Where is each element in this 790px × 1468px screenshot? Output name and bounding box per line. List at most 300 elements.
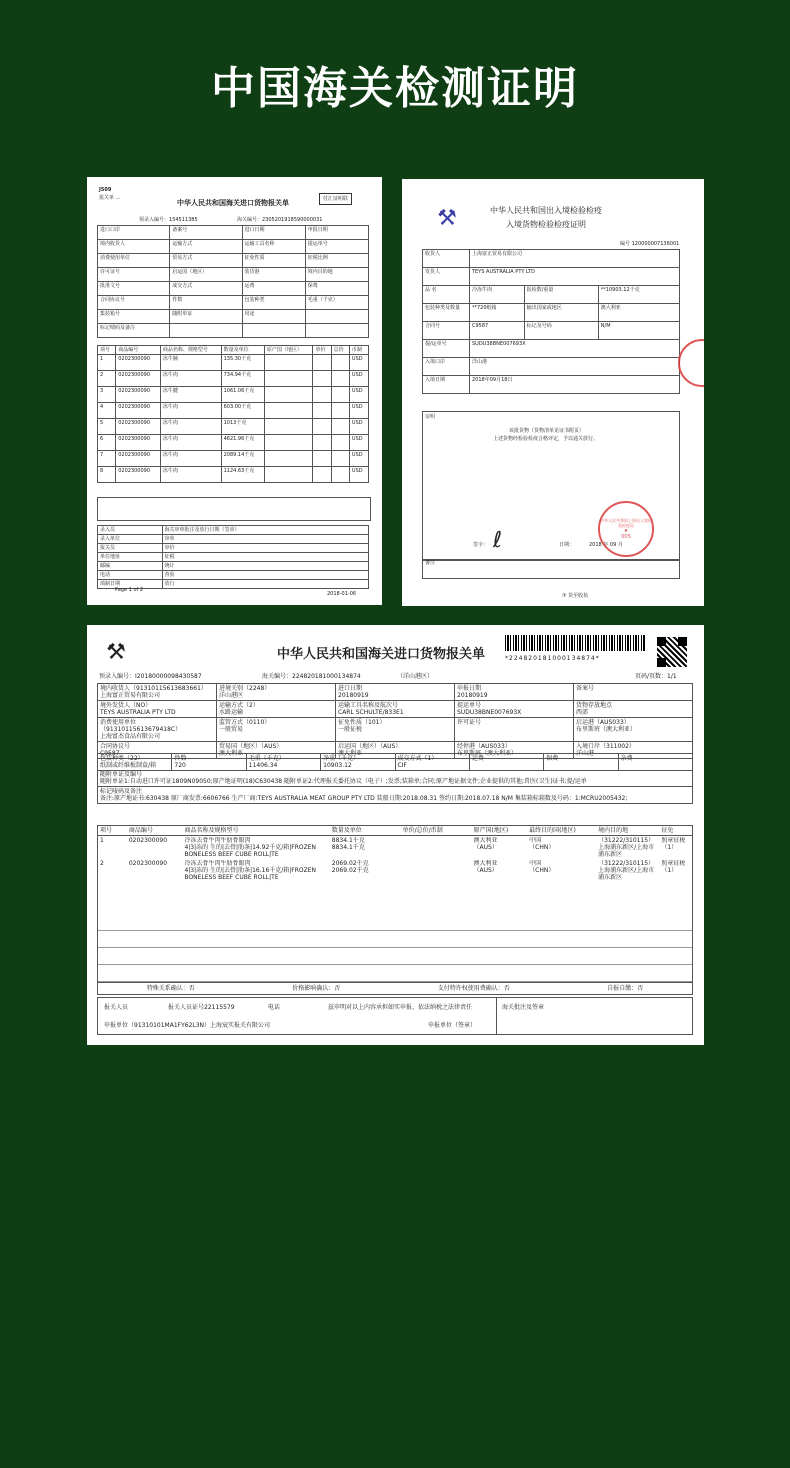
- item-cell: 0202300090: [116, 371, 161, 387]
- page-count: 页码/页数：1/1: [635, 673, 677, 680]
- decl-row: [98, 718, 693, 742]
- item-line: 中国: [529, 837, 542, 844]
- header-row: [98, 282, 369, 296]
- pack-field: [618, 754, 692, 771]
- confirm-row: [97, 983, 693, 995]
- item-cell: [127, 837, 183, 858]
- field-label: 启运国（地区）（AUS）: [338, 743, 402, 750]
- doc-badge: 付汇证明联: [319, 193, 352, 205]
- field-cell: 备案号: [170, 226, 242, 240]
- field-label: 经停港（AUS033）: [457, 743, 511, 750]
- field-cell: [170, 324, 242, 338]
- field-value: TEYS AUSTRALIA PTY LTD: [100, 709, 176, 716]
- page-note: Page 1 of 2: [115, 587, 144, 593]
- item-line: 照章征税: [661, 837, 686, 844]
- item-cell: [596, 860, 659, 881]
- field-cell: [305, 310, 368, 324]
- field-cell: 进口日期: [242, 226, 305, 240]
- cert-row: [423, 340, 680, 358]
- field-cell: 进口口岸: [98, 226, 170, 240]
- footer-left-cell: 录入员: [98, 526, 163, 535]
- attachments: 随附单证及编号 随附单证1:自动进口许可证1809N09050;原产地证明(18)C630438 随附单证2:代理报关委托协议（电子）;发票;装箱单;合同;原产地证据文件;企业提供的其他;兽医(卫生)证书;提/运单 标记唛码及备注 备注:原产地证书:630438 原厂商发票:6606766 生产厂商:TEYS AUSTRALIA MEAT GROUP PTY LTD 装船日期:2018.08.31 签约日期:2018.07.18 N/M 集装箱标箱数及号码：1:MCRU2005432;: [97, 770, 693, 804]
- cert-row: [423, 322, 680, 340]
- pack-field: [321, 754, 395, 771]
- item-cell: [331, 467, 349, 483]
- item-cell: [331, 355, 349, 371]
- item-header-cell: 单价/总价/币制: [402, 827, 443, 834]
- field-label: 保费: [546, 755, 559, 762]
- item-cell: [264, 355, 313, 371]
- item-cell: 4: [98, 403, 116, 419]
- item-cell: USD: [349, 419, 368, 435]
- field-value: 澳大利亚: [338, 750, 363, 757]
- item-header-row: [98, 346, 369, 355]
- footer-left-cell: 报关员: [98, 544, 163, 553]
- page-title: 中国海关检测证明: [211, 63, 579, 114]
- cert-fields: [422, 249, 680, 394]
- customs-declaration-scan: [87, 177, 382, 605]
- decl-field: [574, 684, 693, 701]
- item-cell: 1013千克: [221, 419, 264, 435]
- port-name: （洋山港区）: [397, 673, 434, 680]
- cert-text-2: 上述货物经检验检疫合格评定，予以通关放行。: [493, 436, 599, 442]
- field-cell: 用途: [242, 310, 305, 324]
- item-header-cell: 商品编号: [128, 827, 153, 834]
- field-label: 进境关别（2248）: [219, 685, 271, 692]
- decl-title: 中华人民共和国海关进口货物报关单: [277, 647, 486, 662]
- cert-row: [423, 286, 680, 304]
- date-value: 2018 年 09 月: [589, 542, 623, 548]
- cert-label: 输出国家或地区: [524, 304, 598, 322]
- item-cell: [98, 837, 127, 858]
- field-cell: 启运国（地区）: [170, 268, 242, 282]
- decl-field: [574, 701, 693, 718]
- item-cell: USD: [349, 403, 368, 419]
- item-cell: [313, 467, 331, 483]
- field-cell: 成交方式: [170, 282, 242, 296]
- official-seal-stamp: 中华人民共和国上海出入境检验检疫局 ★ 005: [598, 501, 654, 557]
- item-header: [98, 826, 692, 836]
- cert-value: 上海富正贸易有限公司: [470, 250, 680, 268]
- item-cell: [331, 419, 349, 435]
- item-cell: 135.30千克: [221, 355, 264, 371]
- item-cell: [264, 371, 313, 387]
- item-cell: [313, 403, 331, 419]
- field-cell: 运费: [242, 282, 305, 296]
- field-cell: 境内目的地: [305, 268, 368, 282]
- item-line: （CHN）: [529, 867, 555, 874]
- item-header-cell: 项号: [98, 346, 116, 355]
- item-cell: [264, 467, 313, 483]
- item-cell: [313, 387, 331, 403]
- confirm-item: 支付特许权使用费确认：否: [437, 985, 510, 992]
- item-cell: [313, 355, 331, 371]
- item-line: 2069.02千克: [331, 860, 369, 867]
- doc-date: 2018-01-06: [327, 591, 357, 597]
- decl-field: [98, 718, 217, 742]
- field-value: C9587: [100, 750, 120, 757]
- field-cell: 申报日期: [305, 226, 368, 240]
- cert-value: 澳大利亚: [598, 304, 679, 322]
- item-header-cell: 商品编号: [116, 346, 161, 355]
- footer-left-cell: 邮编: [98, 562, 163, 571]
- table-row: [98, 371, 369, 387]
- field-value: 20180919: [457, 692, 488, 699]
- table-row: [98, 435, 369, 451]
- field-cell: 征税比例: [305, 254, 368, 268]
- item-cell: USD: [349, 387, 368, 403]
- field-value: 洋山港区: [219, 692, 244, 699]
- decl-field: [217, 718, 336, 742]
- item-cell: 4621.96千克: [221, 435, 264, 451]
- footer-left-cell: 录入单位: [98, 535, 163, 544]
- cert-value: **720纸箱: [470, 304, 525, 322]
- cert-title-2: 入境货物检验检疫证明: [506, 220, 586, 229]
- item-cell: [127, 860, 183, 881]
- item-header-cell: 总价: [331, 346, 349, 355]
- item-line: 0202300090: [128, 860, 168, 867]
- item-cell: 冻牛肉: [160, 403, 221, 419]
- item-cell: 0202300090: [116, 419, 161, 435]
- pack-field: [98, 754, 172, 771]
- field-cell: 运输方式: [170, 240, 242, 254]
- cert-value: N/M: [598, 322, 679, 340]
- footer-right-cell: 审单: [162, 535, 368, 544]
- field-value: 一般征税: [338, 726, 363, 733]
- item-cell: 0202300090: [116, 451, 161, 467]
- field-label: 运输方式（2）: [219, 702, 259, 709]
- pack-field: [469, 754, 543, 771]
- item-header-cell: 原产国（地区）: [264, 346, 313, 355]
- cert-footer: ⑦ 货至收执: [562, 593, 589, 599]
- table-row: [98, 451, 369, 467]
- cert-title-1: 中华人民共和国出入境检验检疫: [490, 206, 602, 215]
- item-header-cell: 单价: [313, 346, 331, 355]
- cert-label: 发货人: [423, 268, 470, 286]
- decl-field: [574, 718, 693, 742]
- item-cell: [331, 387, 349, 403]
- footer-row: [98, 553, 369, 562]
- field-label: 许可证号: [457, 719, 482, 726]
- item-cell: [182, 860, 329, 881]
- item-line: 4|3|冻的 生的|去骨|肋条|14.92千克/箱|FROZEN: [184, 844, 317, 851]
- header-row: [98, 324, 369, 338]
- field-label: 包装种类（22）: [100, 755, 144, 762]
- cert-label: 报检数/重量: [524, 286, 598, 304]
- field-value: 澳大利亚: [219, 750, 244, 757]
- item-line: （CHN）: [529, 844, 555, 851]
- field-cell: 合同协议号: [98, 296, 170, 310]
- decl-field: [336, 684, 455, 701]
- field-cell: 包装种类: [242, 296, 305, 310]
- item-cell: 1124.63千克: [221, 467, 264, 483]
- field-value: 布里斯班（澳大利亚）: [457, 750, 518, 757]
- field-cell: 提运单号: [305, 240, 368, 254]
- field-label: 境内收货人（91310115613683661）: [100, 685, 207, 692]
- item-cell: [659, 860, 692, 881]
- field-value: 上海富正贸易有限公司: [100, 692, 161, 699]
- field-label: 运输工具名称及航次号: [338, 702, 399, 709]
- decl-field: [98, 684, 217, 701]
- item-line: 冷冻去骨牛肉牛肋骨眼肉: [184, 837, 251, 844]
- pack-field: [395, 754, 469, 771]
- item-cell: 冻牛腩: [160, 355, 221, 371]
- field-label: 毛重（千克）: [248, 755, 285, 762]
- cert-value: 2018年09月18日: [470, 376, 680, 394]
- item-cell: 0202300090: [116, 467, 161, 483]
- field-cell: 保费: [305, 282, 368, 296]
- electronic-declaration: [87, 625, 704, 1045]
- item-cell: [330, 860, 401, 881]
- item-line: 澳大利亚: [473, 837, 498, 844]
- item-line: 2: [100, 860, 104, 867]
- footer-right-cell: 统计: [162, 562, 368, 571]
- cert-label: 入境口岸: [423, 358, 470, 376]
- item-cell: 0202300090: [116, 387, 161, 403]
- cert-label: 证明: [425, 414, 436, 420]
- item-line: BONELESS BEEF CUBE ROLL|TE: [184, 874, 279, 881]
- decl-footer: 报关人员 报关人员证号22115579 电话 兹申明对以上内容承担如实申报、依法纳税之法律责任 海关批注及签章 申报单位（91310101MA1FY62L3N）上海宸实报关有限公司 申报单位（签章）: [97, 997, 693, 1035]
- field-label: 净重（千克）: [323, 755, 360, 762]
- date-label: 日期：: [559, 542, 575, 548]
- item-cell: USD: [349, 435, 368, 451]
- item-line: 8834.1千克: [331, 844, 365, 851]
- item-line: （1）: [661, 867, 678, 874]
- item-line: 2069.02千克: [331, 867, 369, 874]
- item-cell: USD: [349, 355, 368, 371]
- field-value: 上海富杰食品有限公司: [100, 733, 161, 740]
- item-cell: [472, 860, 528, 881]
- cert-text-1: 该批货物（货物清单见证书附页）: [509, 428, 585, 434]
- item-cell: 6: [98, 435, 116, 451]
- cert-label: 提/运单号: [423, 340, 470, 358]
- field-cell: [242, 324, 305, 338]
- field-label: 成交方式（1）: [397, 755, 438, 762]
- footer-row: [98, 526, 369, 535]
- ciq-logo-icon: ⚒: [437, 205, 457, 231]
- item-cell: 冻牛肉: [160, 467, 221, 483]
- item-cell: [264, 387, 313, 403]
- cert-label: 标记及号码: [524, 322, 598, 340]
- field-cell: 集装箱号: [98, 310, 170, 324]
- item-cell: [527, 837, 596, 858]
- item-cell: [98, 860, 127, 881]
- item-line: BONELESS BEEF CUBE ROLL|TE: [184, 851, 279, 858]
- table-row: [98, 387, 369, 403]
- item-cell: [401, 860, 472, 881]
- table-row: [98, 355, 369, 371]
- item-line: 0202300090: [128, 837, 168, 844]
- decl-row: [98, 701, 693, 718]
- field-label: 货物存放地点: [576, 702, 613, 709]
- item-header-cell: 商品名称、规格型号: [160, 346, 221, 355]
- item-header-cell: 数量及单位: [221, 346, 264, 355]
- footer-left-cell: 填制日期: [98, 580, 163, 589]
- item-header-cell: 商品名称及规格型号: [184, 827, 239, 834]
- footer-row: [98, 571, 369, 580]
- item-cell: 冻牛肉: [160, 371, 221, 387]
- item-cell: 冻牛腱: [160, 387, 221, 403]
- item-cell: [264, 403, 313, 419]
- field-value: 西郊: [576, 709, 589, 716]
- item-cell: 冻牛肉: [160, 419, 221, 435]
- footer-left-cell: 电话: [98, 571, 163, 580]
- decl-field: [336, 718, 455, 742]
- pack-field: [246, 754, 320, 771]
- field-value: CIF: [397, 762, 407, 769]
- footer-left-cell: 单位地址: [98, 553, 163, 562]
- field-cell: 许可证号: [98, 268, 170, 282]
- field-cell: 征免性质: [242, 254, 305, 268]
- item-cell: 8: [98, 467, 116, 483]
- doc-top-left: 报关单 ...: [99, 195, 121, 201]
- cert-label: 收货人: [423, 250, 470, 268]
- decl-header-fields: [97, 683, 693, 759]
- field-cell: 运输工具名称: [242, 240, 305, 254]
- table-row: [98, 403, 369, 419]
- item-header-cell: 境内目的地: [598, 827, 629, 834]
- empty-rows: [98, 914, 692, 982]
- field-cell: [305, 324, 368, 338]
- remark-box: 备注: [422, 559, 680, 579]
- item-cell: USD: [349, 451, 368, 467]
- item-cell: 734.94千克: [221, 371, 264, 387]
- table-row: [98, 836, 692, 859]
- field-cell: 件数: [170, 296, 242, 310]
- field-cell: 贸易方式: [170, 254, 242, 268]
- item-cell: [331, 403, 349, 419]
- item-header-cell: 币制: [349, 346, 368, 355]
- confirm-item: 特殊关系确认：否: [146, 985, 195, 992]
- pack-field: [544, 754, 618, 771]
- decl-field: [455, 684, 574, 701]
- cert-row: [423, 376, 680, 394]
- field-cell: 境内收货人: [98, 240, 170, 254]
- item-table: [97, 345, 369, 483]
- field-value: 纸制或纤维板制盒/箱: [100, 762, 157, 769]
- confirm-item: 自报自缴：否: [607, 985, 644, 992]
- item-cell: [331, 451, 349, 467]
- footer-right-cell: 海关审单批注及放行日期（签章）: [162, 526, 368, 535]
- cert-label: 包装种类及数量: [423, 304, 470, 322]
- item-cell: 603.00千克: [221, 403, 264, 419]
- decl-field: [455, 718, 574, 742]
- doc-code: J509: [99, 187, 112, 193]
- item-cell: [331, 371, 349, 387]
- field-value: SUDU38BNE007693X: [457, 709, 522, 716]
- item-line: （31222/310115）上海浦东新区/上海市浦东新区: [598, 860, 655, 881]
- item-cell: [313, 419, 331, 435]
- item-cell: USD: [349, 467, 368, 483]
- item-cell: [596, 837, 659, 858]
- item-cell: 2089.14千克: [221, 451, 264, 467]
- item-line: （AUS）: [473, 867, 498, 874]
- item-line: （1）: [661, 844, 678, 851]
- item-line: 1: [100, 837, 104, 844]
- cert-value: 洋山港: [470, 358, 680, 376]
- decl-field: [217, 701, 336, 718]
- item-line: 澳大利亚: [473, 860, 498, 867]
- barcode: *224820181000134874*: [505, 635, 645, 662]
- item-line: 冷冻去骨牛肉牛肋骨眼肉: [184, 860, 251, 867]
- cert-label: 品 名: [423, 286, 470, 304]
- item-cell: 冻牛肉: [160, 451, 221, 467]
- field-label: 杂费: [620, 755, 633, 762]
- item-list: [98, 836, 692, 882]
- field-label: 件数: [174, 755, 187, 762]
- item-cell: USD: [349, 371, 368, 387]
- footer-row: [98, 544, 369, 553]
- field-value: 10903.12: [323, 762, 352, 769]
- sign-label: 签字：: [473, 542, 489, 548]
- decl-field: [217, 684, 336, 701]
- decl-field: [98, 701, 217, 718]
- signature-scribble: ℓ: [493, 528, 503, 553]
- confirm-item: 价格影响确认：否: [292, 985, 341, 992]
- header-row: [98, 310, 369, 324]
- item-cell: [401, 837, 472, 858]
- item-line: 4|3|冻的 生的|去骨|肋条|16.16千克/箱|FROZEN: [184, 867, 317, 874]
- table-row: [98, 859, 692, 882]
- table-row: [98, 467, 369, 483]
- item-cell: 0202300090: [116, 435, 161, 451]
- field-label: 监管方式（0110）: [219, 719, 271, 726]
- item-cell: [331, 435, 349, 451]
- header-row: [98, 254, 369, 268]
- item-cell: [264, 419, 313, 435]
- table-row: [98, 419, 369, 435]
- item-line: 8834.1千克: [331, 837, 365, 844]
- cert-label: 合同号: [423, 322, 470, 340]
- field-label: 备案号: [576, 685, 595, 692]
- decl-item-area: [97, 825, 693, 983]
- field-label: 贸易国（地区）（AUS）: [219, 743, 283, 750]
- pre-entry-no: 预录入编号：154511385: [139, 217, 198, 223]
- footer-row: [98, 562, 369, 571]
- item-cell: [659, 837, 692, 858]
- decl-row: [98, 684, 693, 701]
- footer-fields: [97, 525, 369, 589]
- decl-field: [455, 701, 574, 718]
- customs-no: 海关编号：224820181000134874: [262, 673, 361, 680]
- field-value: 11406.34: [248, 762, 278, 769]
- field-cell: 随附单证: [170, 310, 242, 324]
- cert-row: [423, 358, 680, 376]
- field-value: 720: [174, 762, 186, 769]
- cert-no: 编号 120000007136001: [620, 241, 680, 247]
- item-cell: 7: [98, 451, 116, 467]
- decl-field: [336, 701, 455, 718]
- field-label: 运费: [471, 755, 484, 762]
- item-header-cell: 最终目的国(地区): [529, 827, 576, 834]
- pack-field: [172, 754, 246, 771]
- field-value: CARL SCHULTE/833E1: [338, 709, 404, 716]
- field-cell: 装货港: [242, 268, 305, 282]
- cert-value: C9587: [470, 322, 525, 340]
- cert-value: 冷冻牛肉: [470, 286, 525, 304]
- field-label: 境外发货人（NO）: [100, 702, 152, 709]
- field-value: 水路运输: [219, 709, 244, 716]
- cert-value: TEYS AUSTRALIA PTY LTD: [470, 268, 680, 286]
- item-cell: 冻牛肉: [160, 435, 221, 451]
- item-cell: 1061.06千克: [221, 387, 264, 403]
- item-header-cell: 原产国(地区): [473, 827, 509, 834]
- cert-row: [423, 304, 680, 322]
- item-header-cell: 项号: [100, 827, 113, 834]
- header-fields: [97, 225, 369, 338]
- item-cell: [264, 435, 313, 451]
- item-line: （31222/310115）上海浦东新区/上海市浦东新区: [598, 837, 655, 858]
